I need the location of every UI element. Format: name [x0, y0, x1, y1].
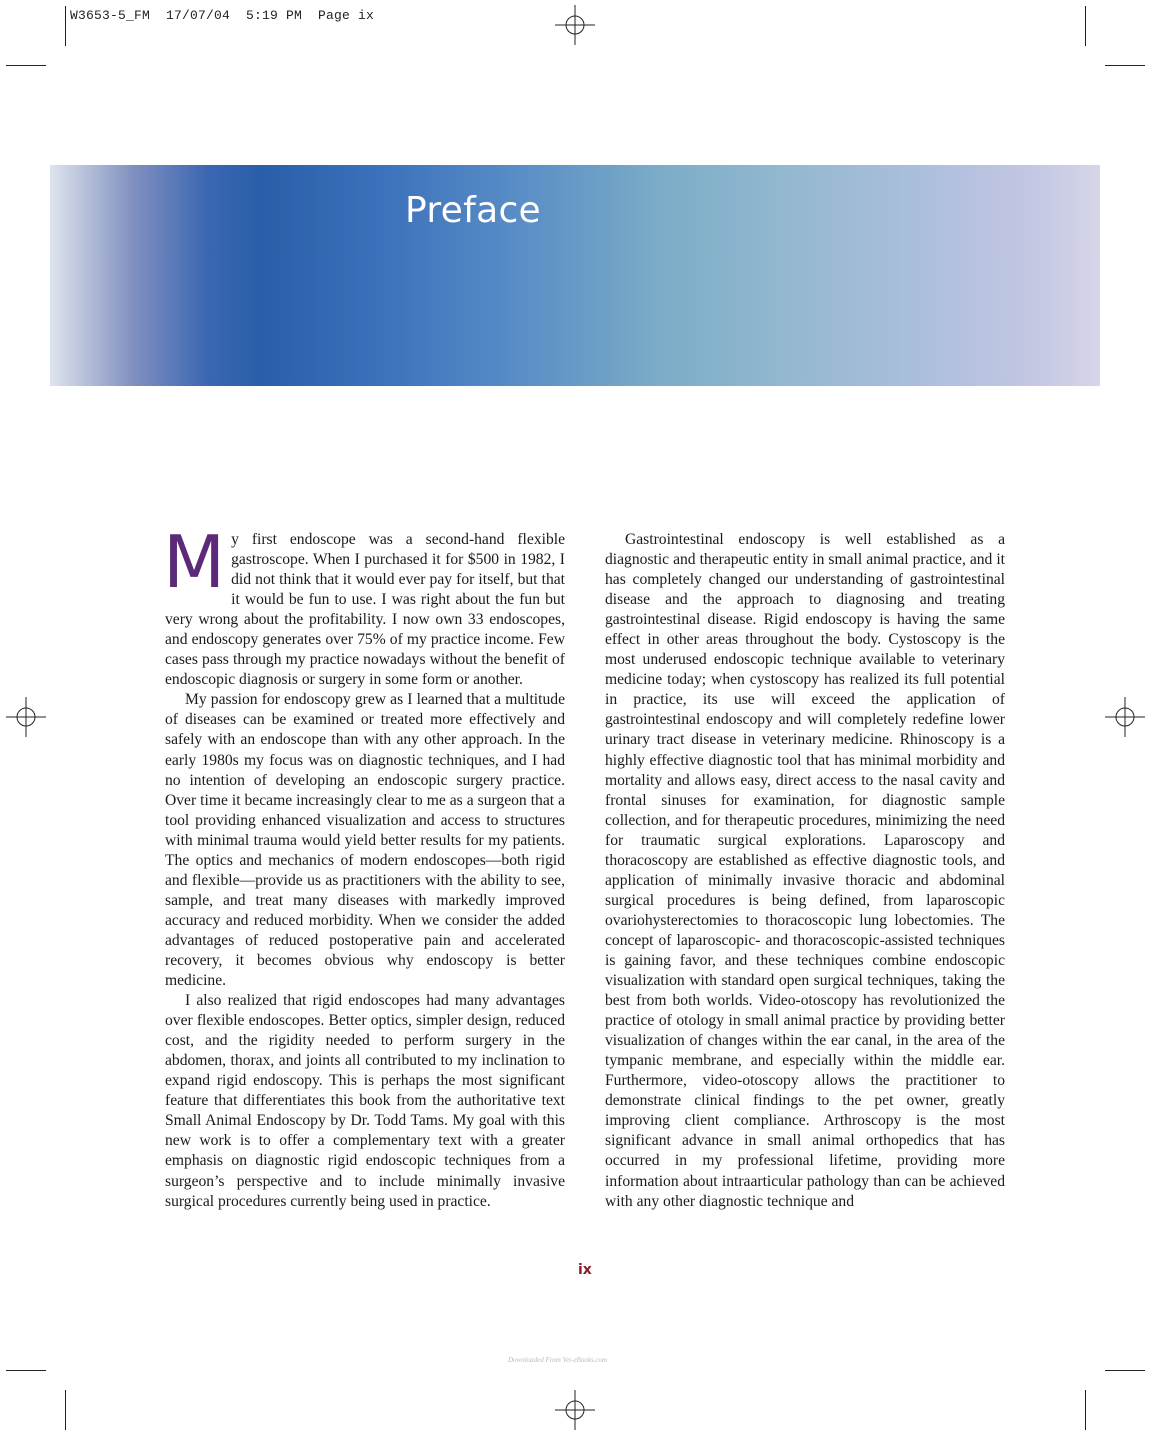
registration-mark-icon: [1105, 697, 1145, 737]
paragraph-text: My passion for endoscopy grew as I learned that a multitude of diseases can be examined or treated more effectively and safely with an endoscope than with any other approach. In the early 1980s my focus was on diagnostic techniques, and I had no intention of developing an endoscopic surgery practice. Over time it became increasingly clear to me as a surgeon that a tool providing enhanced visualization and access to structures with minimal trauma would yield better results for my patients. The optics and mechanics of modern endoscopes—both rigid and flexible—provide us as practitioners with the ability to see, sample, and treat many diseases with markedly improved accuracy and reduced morbidity. When we consider the added advantages of reduced postoperative pain and accelerated recovery, it becomes obvious why endoscopy is better medicine.: [165, 691, 565, 990]
paragraph-text: y first endoscope was a second-hand flexible gastroscope. When I purchased it for $500 in 1982, I did not think that it would ever pay for itself, but that it would be fun to use. I was right about the fun but very wrong about the profitability. I now own 33 endoscopes, and endoscopy generates over 75% of my practice income. Few cases pass through my practice nowadays without the benefit of endoscopic diagnosis or surgery in some form or another.: [165, 531, 565, 689]
crop-mark: [1085, 6, 1086, 46]
chapter-title: Preface: [405, 190, 542, 231]
paragraph: [165, 991, 565, 1212]
drop-cap: M: [163, 520, 226, 604]
download-watermark: Downloaded From Vet-eBooks.com: [508, 1356, 608, 1364]
crop-mark: [1105, 65, 1145, 66]
registration-mark-icon: [555, 5, 595, 45]
crop-mark: [1105, 1370, 1145, 1371]
text-column-left: [163, 520, 565, 1212]
crop-mark: [6, 1370, 46, 1371]
paragraph: [605, 530, 1005, 1212]
registration-mark-icon: [6, 697, 46, 737]
paragraph: [165, 690, 565, 991]
registration-mark-icon: [555, 1390, 595, 1430]
print-slug-line: W3653-5_FM 17/07/04 5:19 PM Page ix: [70, 8, 375, 23]
paragraph-text: Gastrointestinal endoscopy is well established as a diagnostic and therapeutic entity in small animal practice, and it has completely changed our understanding of gastrointestinal disease and the approach to diagnosing and treating gastrointestinal disease. Rigid endoscopy is having the same effect in other areas throughout the body. Cystoscopy is the most underused endoscopic technique available to veterinary medicine today; when cystoscopy has realized its full potential in practice, its use will exceed the application of gastrointestinal endoscopy and will completely redefine lower urinary tract disease in veterinary medicine. Rhinoscopy is a highly effective diagnostic tool that has minimal morbidity and mortality and allows easy, direct access to the nasal cavity and frontal sinuses for examination, for diagnostic sample collection, and for therapeutic procedures, minimizing the need for traumatic surgical explorations. Laparoscopy and thoracoscopy are established as effective diagnostic tools, and application of minimally invasive thoracic and abdominal surgical procedures is being defined, from laparoscopic ovariohysterectomies to thoracoscopic lung lobectomies. The concept of laparoscopic- and thoracoscopic-assisted techniques is gaining favor, and these techniques combine endoscopic visualization with standard open surgical techniques, taking the best from both worlds. Video-otoscopy has revolutionized the practice of otology in small animal practice by providing better visualization of changes within the ear canal, in the area of the tympanic membrane, and especially within the middle ear. Furthermore, video-otoscopy allows the practitioner to demonstrate clinical findings to the pet owner, greatly improving client compliance. Arthroscopy is the most significant advance in small animal orthopedics that has occurred in my professional lifetime, providing more information about intraarticular pathology than can be achieved with any other diagnostic technique and: [605, 531, 1005, 1210]
crop-mark: [65, 6, 66, 46]
text-column-right: [605, 530, 1005, 1212]
crop-mark: [6, 65, 46, 66]
crop-mark: [1085, 1390, 1086, 1430]
crop-mark: [65, 1390, 66, 1430]
chapter-banner: [50, 165, 1100, 386]
page-number: ix: [578, 1262, 592, 1278]
paragraph: [163, 520, 565, 690]
paragraph-text: I also realized that rigid endoscopes had many advantages over flexible endoscopes. Better optics, simpler design, reduced cost, and the rigidity needed to perform surgery in the abdomen, thorax, and joints all contributed to my inclination to expand rigid endoscopy. This is perhaps the most significant feature that differentiates this book from the authoritative text Small Animal Endoscopy by Dr. Todd Tams. My goal with this new work is to offer a complementary text with a greater emphasis on diagnostic rigid endoscopic techniques from a surgeon’s perspective and to include minimally invasive surgical procedures currently being used in practice.: [165, 992, 565, 1210]
